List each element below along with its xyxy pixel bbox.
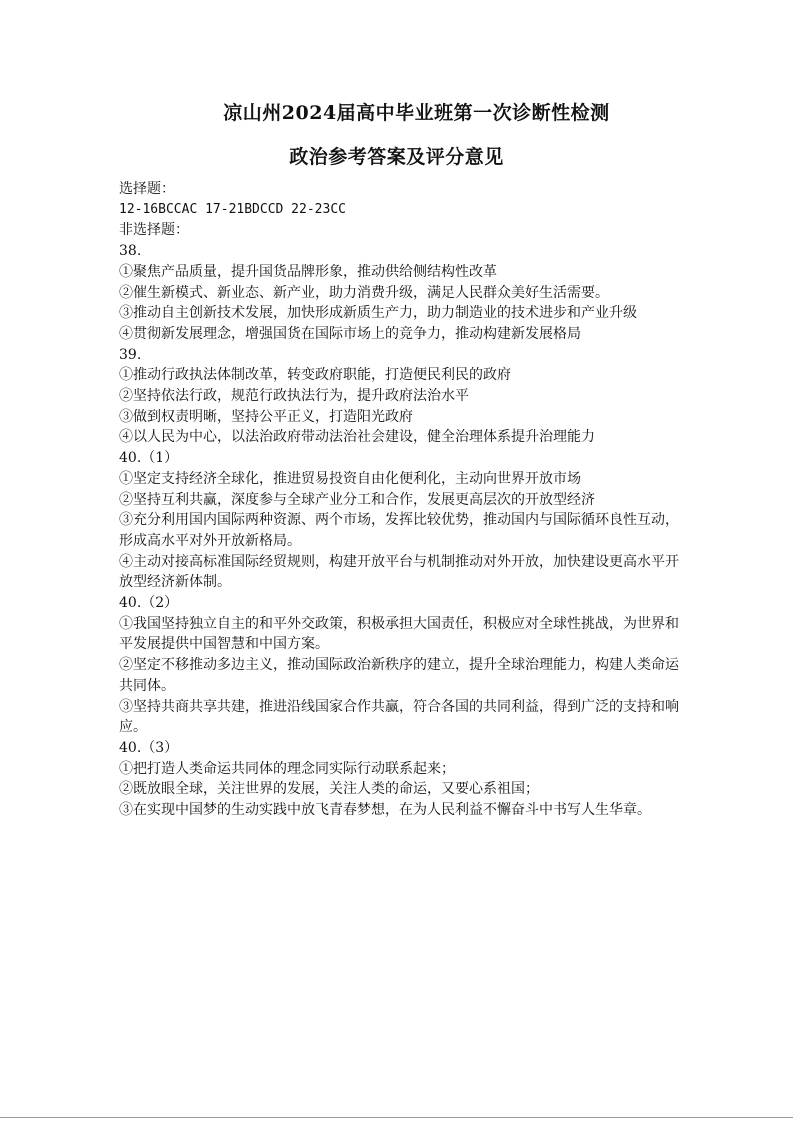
question-40-2-point: ①我国坚持独立自主的和平外交政策，积极承担大国责任，积极应对全球性挑战，为世界和平发展提供中国智慧和中国方案。 [119, 615, 679, 653]
question-40-3-point: ②既放眼全球，关注世界的发展，关注人类的命运，又要心系祖国； [119, 781, 539, 798]
question-40-3-point: ③在实现中国梦的生动实践中放飞青春梦想，在为人民利益不懈奋斗中书写人生华章。 [119, 802, 651, 819]
question-38-point: ①聚焦产品质量，提升国货品牌形象，推动供给侧结构性改革 [119, 263, 497, 280]
question-40-1-point: ④主动对接高标准国际经贸规则，构建开放平台与机制推动对外开放，加快建设更高水平开放型经济新体制。 [119, 553, 679, 591]
question-40-1-point: ②坚持互利共赢，深度参与全球产业分工和合作，发展更高层次的开放型经济 [119, 491, 595, 508]
question-39-point: ②坚持依法行政，规范行政执法行为，提升政府法治水平 [119, 388, 469, 405]
question-40-1-point: ③充分利用国内国际两种资源、两个市场，发挥比较优势，推动国内与国际循环良性互动，形成高水平对外开放新格局。 [119, 512, 679, 549]
page-bottom-divider [0, 1117, 793, 1118]
question-39-point: ①推动行政执法体制改革，转变政府职能，打造便民利民的政府 [119, 367, 511, 384]
question-40-3-point: ①把打造人类命运共同体的理念同实际行动联系起来； [119, 760, 455, 777]
question-39-label: 39. [119, 346, 142, 363]
question-38-point: ②催生新模式、新业态、新产业，助力消费升级，满足人民群众美好生活需要。 [119, 284, 609, 301]
document-title: 凉山州2024届高中毕业班第一次诊断性检测 [223, 102, 610, 124]
question-40-2-point: ②坚定不移推动多边主义，推动国际政治新秩序的建立，提升全球治理能力，构建人类命运共同体。 [119, 657, 679, 694]
question-40-2-label: 40.（2） [119, 595, 179, 612]
non-choice-heading: 非选择题： [119, 222, 189, 239]
document-subtitle: 政治参考答案及评分意见 [289, 146, 504, 168]
question-39-point: ③做到权责明晰，坚持公平正义，打造阳光政府 [119, 408, 413, 425]
question-38-label: 38. [119, 243, 142, 260]
question-38-point: ③推动自主创新技术发展，加快形成新质生产力，助力制造业的技术进步和产业升级 [119, 305, 637, 322]
question-38-point: ④贯彻新发展理念，增强国货在国际市场上的竞争力，推动构建新发展格局 [119, 325, 581, 342]
multiple-choice-answers: 12-16BCCAC 17-21BDCCD 22-23CC [119, 201, 346, 217]
question-40-1-label: 40.（1） [119, 450, 179, 467]
question-40-3-label: 40.（3） [119, 739, 179, 756]
question-40-1-point: ①坚定支持经济全球化，推进贸易投资自由化便利化，主动向世界开放市场 [119, 470, 581, 487]
answer-body [119, 179, 689, 821]
multiple-choice-heading: 选择题： [119, 181, 175, 197]
question-39-point: ④以人民为中心，以法治政府带动法治社会建设，健全治理体系提升治理能力 [119, 429, 595, 446]
question-40-2-point: ③坚持共商共享共建，推进沿线国家合作共赢，符合各国的共同利益，得到广泛的支持和响应。 [119, 698, 679, 736]
